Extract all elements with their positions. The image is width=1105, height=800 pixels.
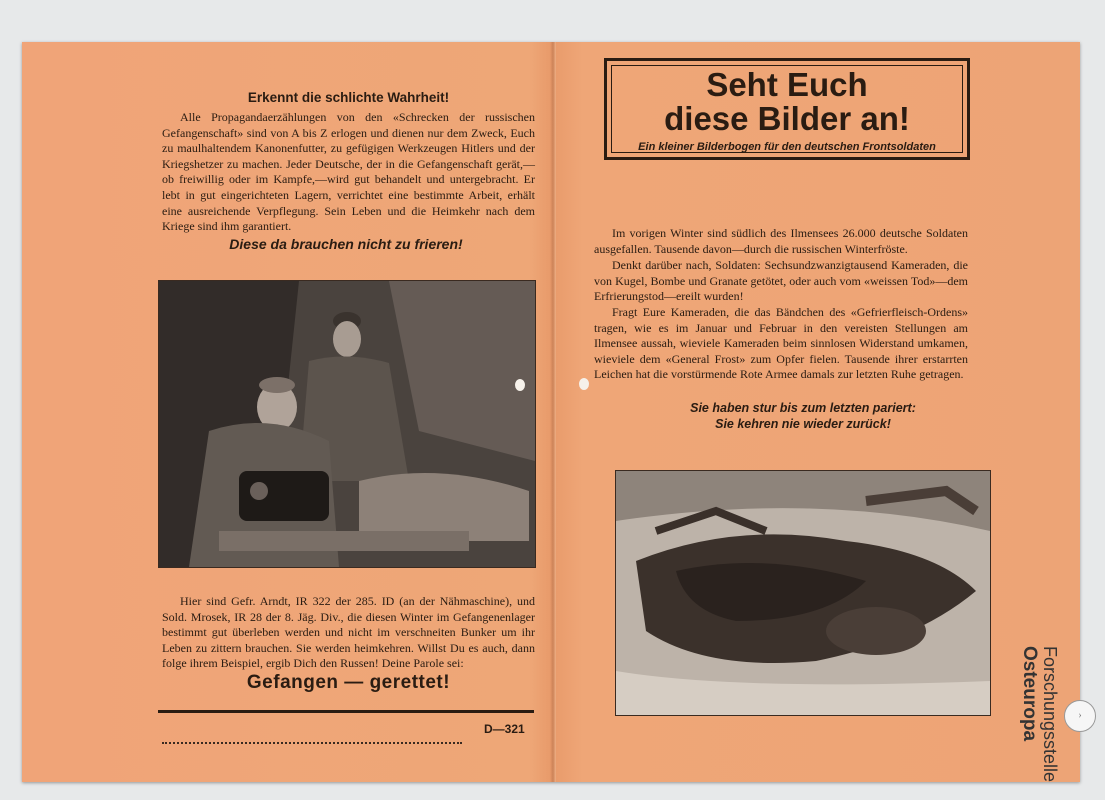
right-paragraph-2: Denkt darüber nach, Soldaten: Sechsundzwanzigtausend Kameraden, die von Kugel, Bombe und Granate getötet, oder auch vom «weissen Tod»—dem Erfrierungstod—ereilt wurden! (594, 258, 968, 304)
paper-hole (579, 378, 589, 390)
left-photo-description: Hier sind Gefr. Arndt, IR 322 der 285. ID (an der Nähmaschine), und Sold. Mrosek, IR 28 der 8. Jäg. Div., die diesen Winter im Gefangenenlager bestimmt gut überleben werden und nicht im verschneiten Bunker um ihr Leben zu zittern brauchen. Sie werden heimkehren. Willst Du es auch, dann folge ihrem Beispiel, ergib Dich den Russen! Deine Parole sei: (162, 594, 535, 671)
photo-illustration (159, 281, 535, 567)
left-photo-heading: Diese da brauchen nicht zu frieren! (229, 236, 463, 252)
right-caption (616, 400, 990, 432)
left-page (22, 42, 552, 782)
dotted-line (162, 742, 462, 744)
archive-stamp (1014, 646, 1062, 783)
stamp-line-2: Osteuropa (1019, 646, 1040, 742)
subtitle: Ein kleiner Bilderbogen für den deutschen Frontsoldaten (638, 141, 936, 153)
scale-marker-icon: › (1064, 700, 1096, 732)
right-paragraph-3: Fragt Eure Kameraden, die das Bändchen des «Gefrierfleisch-Ordens» tragen, wie es im Januar und Februar in den vereisten Stellungen am Ilmensee aussah, wieviele Kameraden beim sinnlosen Widerstand umkamen, wieviele dem «General Frost» zum Opfer fielen. Tausende ihrer erstarrten Leichen hat die vorstürmende Rote Armee damals zur letzten Ruhe getragen. (594, 305, 968, 382)
title-line-2: diese Bilder an! (664, 100, 910, 137)
frozen-soldiers-photo (615, 470, 991, 716)
slogan: Gefangen — gerettet! (246, 672, 451, 693)
right-caption-line-2: Sie kehren nie wieder zurück! (715, 417, 891, 431)
leaflet-code: D—321 (484, 722, 525, 736)
title-line-1: Seht Euch (706, 66, 868, 103)
left-bottom-rule (158, 710, 534, 713)
paper-hole (515, 379, 525, 391)
right-caption-line-1: Sie haben stur bis zum letzten pariert: (690, 401, 916, 415)
photo-illustration (616, 471, 990, 715)
right-paragraph-1: Im vorigen Winter sind südlich des Ilmensees 26.000 deutsche Soldaten ausgefallen. Tausende davon—durch die russischen Winterfröste. (594, 226, 968, 256)
left-intro-paragraph: Alle Propagandaerzählungen von den «Schrecken der russischen Gefangenschaft» sind von A bis Z erlogen und dienen nur dem Zweck, Euch zu maulhaltendem Kanonenfutter, zu gefügigen Werkzeugen Hitlers und der Kriegshetzer zu machen. Jeder Deutsche, der in die Gefangenschaft gerät,—ob freiwillig oder im Kampfe,—wird gut behandelt und untergebracht. Er lebt in gut eingerichteten Lagern, verrichtet eine bestimmte Arbeit, erhält eine ausreichende Verpflegung. Sein Leben und die Heimkehr nach dem Kriege sind ihm garantiert. (162, 110, 535, 234)
title-box (604, 58, 970, 160)
left-heading: Erkennt die schlichte Wahrheit! (247, 90, 450, 105)
stamp-line-1: Forschungsstelle (1040, 646, 1060, 783)
prisoners-sewing-photo (158, 280, 536, 568)
